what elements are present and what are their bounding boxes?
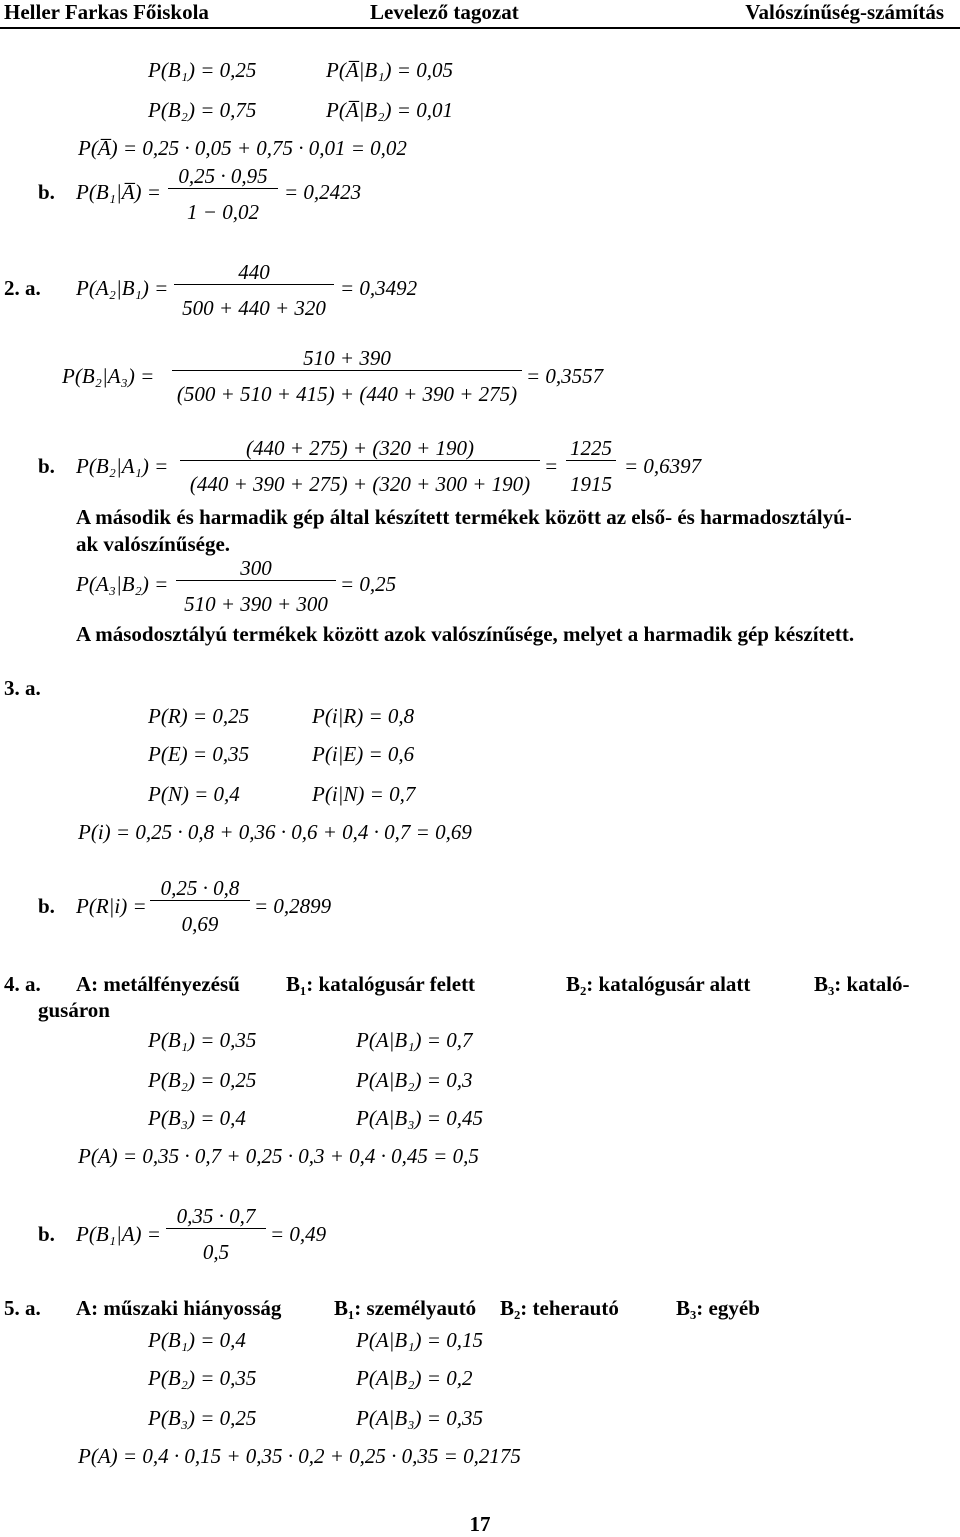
equation-lhs: P(B₁|A̅) = [76,180,161,204]
fraction-denominator: 500 + 440 + 320 [182,296,326,320]
fraction-numerator: 300 [176,556,336,581]
fraction-numerator: 1225 [566,436,616,461]
equation: P(A|B₁) = 0,15 [356,1328,483,1352]
text-line: A második és harmadik gép által készített termékek között az első- és harmadosztályú- [76,505,852,529]
fraction-denominator: (440 + 390 + 275) + (320 + 300 + 190) [189,472,531,496]
fraction-denominator: 1915 [570,472,612,496]
fraction-numerator: 510 + 390 [172,346,522,371]
equation-rhs: = 0,2899 [254,894,332,918]
header-right: Valószínűség-számítás [745,0,944,24]
equation-rhs: = 0,25 [340,572,397,596]
equation: P(A̅|B₂) = 0,01 [326,98,453,122]
text-segment: A: műszaki hiányosság [76,1296,282,1320]
equation: P(i|R) = 0,8 [312,704,415,728]
equation-lhs: P(B₁|A) = [76,1222,161,1246]
equation: P(A̅) = 0,25 · 0,05 + 0,75 · 0,01 = 0,02 [78,136,407,160]
equation-rhs: = 0,3492 [340,276,418,300]
item-label: b. [38,180,55,204]
fraction-denominator: 510 + 390 + 300 [184,592,328,616]
item-label: b. [38,454,55,478]
section-label: 4. a. [4,972,41,996]
equation-lhs: P(A₃|B₂) = [76,572,169,596]
equation: P(B₂) = 0,75 [148,98,257,122]
fraction-denominator: (500 + 510 + 415) + (440 + 390 + 275) [176,382,518,406]
equation: P(A|B₃) = 0,35 [356,1406,483,1430]
equation: P(B₃) = 0,25 [148,1406,257,1430]
page-header [0,0,960,26]
equation-rhs: = 0,49 [270,1222,327,1246]
fraction-denominator: 0,5 [202,1240,230,1264]
text-segment: B₃: egyéb [676,1296,760,1320]
fraction-denominator: 1 − 0,02 [187,200,259,224]
equation-lhs: P(R|i) = [76,894,147,918]
text-segment: B₁: katalógusár felett [286,972,476,996]
section-label: 3. a. [4,676,41,700]
equation-rhs: = 0,3557 [526,364,604,388]
text-segment: B₁: személyautó [334,1296,477,1320]
equation-lhs: P(B₂|A₁) = [76,454,169,478]
section-label: 2. a. [4,276,41,300]
equation: P(i|N) = 0,7 [312,782,416,806]
page-number: 17 [469,1512,491,1536]
equation: P(B₃) = 0,4 [148,1106,246,1130]
equation-rhs: = 0,6397 [624,454,702,478]
equation: P(i) = 0,25 · 0,8 + 0,36 · 0,6 + 0,4 · 0,7 = 0,69 [78,820,472,844]
header-left: Heller Farkas Főiskola [4,0,209,24]
equation: P(A) = 0,35 · 0,7 + 0,25 · 0,3 + 0,4 · 0,45 = 0,5 [78,1144,479,1168]
equation: P(B₂) = 0,25 [148,1068,257,1092]
equation: P(E) = 0,35 [148,742,250,766]
fraction-denominator: 0,69 [181,912,219,936]
equation: P(A) = 0,4 · 0,15 + 0,35 · 0,2 + 0,25 · 0,35 = 0,2175 [78,1444,521,1468]
header-center: Levelező tagozat [370,0,519,24]
text-line: A másodosztályú termékek között azok valószínűsége, melyet a harmadik gép készített. [76,622,855,646]
fraction-numerator: 0,25 · 0,95 [168,164,278,189]
equation: P(A|B₂) = 0,3 [356,1068,473,1092]
header-rule [0,27,960,29]
equation: P(B₁) = 0,35 [148,1028,257,1052]
item-label: b. [38,894,55,918]
text-segment: B₂: teherautó [500,1296,619,1320]
equation: P(A|B₃) = 0,45 [356,1106,483,1130]
item-label: b. [38,1222,55,1246]
equation-lhs: P(B₂|A₃) = [62,364,155,388]
equation: P(R) = 0,25 [148,704,250,728]
equation: P(B₂) = 0,35 [148,1366,257,1390]
fraction-numerator: 440 [174,260,334,285]
equation: P(B₁) = 0,4 [148,1328,246,1352]
equation-lhs: P(A₂|B₁) = [76,276,169,300]
equation: P(B₁) = 0,25 [148,58,257,82]
text-segment: A: metálfényezésű [76,972,240,996]
equation-rhs: = 0,2423 [284,180,362,204]
fraction-numerator: (440 + 275) + (320 + 190) [180,436,540,461]
equation: P(A̅|B₁) = 0,05 [326,58,453,82]
equation: P(A|B₁) = 0,7 [356,1028,473,1052]
equation: P(i|E) = 0,6 [312,742,415,766]
text-segment: B₂: katalógusár alatt [566,972,751,996]
section-label: 5. a. [4,1296,41,1320]
equation: P(N) = 0,4 [148,782,240,806]
fraction-numerator: 0,35 · 0,7 [166,1204,266,1229]
fraction-numerator: 0,25 · 0,8 [150,876,250,901]
text-line: ak valószínűsége. [76,532,231,556]
equation: P(A|B₂) = 0,2 [356,1366,473,1390]
text-segment: B₃: kataló- [814,972,910,996]
text-segment: gusáron [38,998,110,1022]
